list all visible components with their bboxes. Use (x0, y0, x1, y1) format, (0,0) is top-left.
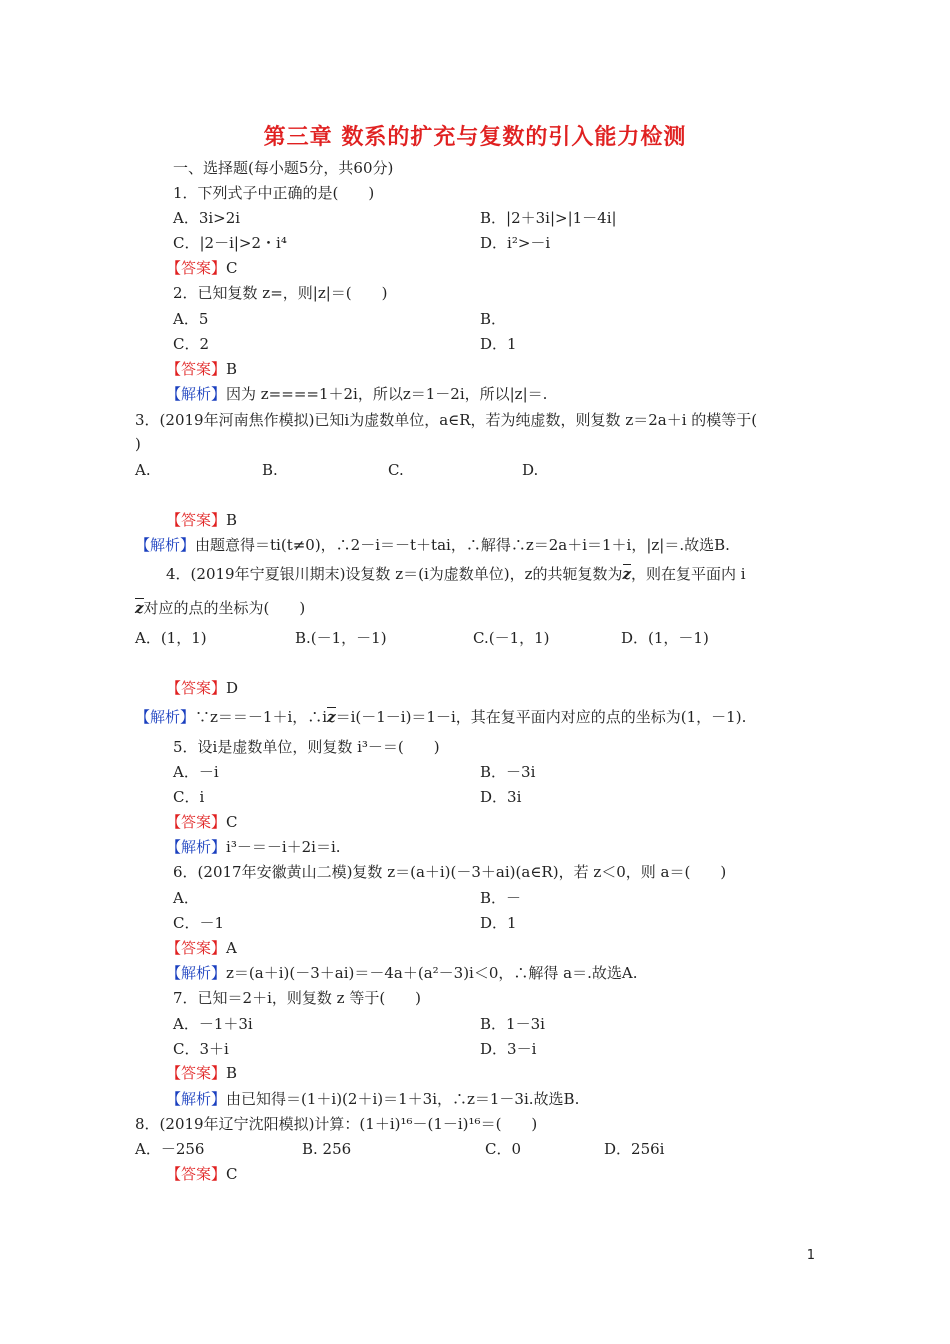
answer-tag: 【答案】 (166, 259, 227, 277)
q4-conjugate-z: z (622, 565, 632, 583)
q3-analysis-text: 由题意得＝ti(t≠0)，∴2－i＝－t＋tai，∴解得∴z＝2a＋i＝1＋i，|z|＝.故选B. (195, 536, 730, 554)
q7-option-b: B．1－3i (480, 1015, 545, 1033)
analysis-tag: 【解析】 (166, 385, 227, 403)
q4-option-b: B.(－1，－1) (295, 629, 387, 647)
page-number: 1 (806, 1248, 815, 1263)
q6-option-b: B．－ (480, 889, 522, 907)
q3-option-c: C. (388, 461, 404, 479)
q7-answer (166, 1063, 237, 1083)
q1-option-b: B．|2＋3i|>|1－4i| (480, 209, 617, 227)
q7-option-d: D．3－i (480, 1040, 537, 1058)
q6-answer (166, 938, 237, 958)
q4-stem-text-cont: ，则在复平面内 i (631, 565, 746, 583)
q6-option-c: C．－1 (173, 914, 225, 932)
q1-option-a: A．3i>2i (173, 209, 241, 227)
analysis-tag: 【解析】 (166, 838, 227, 856)
q6-option-d: D．1 (480, 914, 517, 932)
q4-conjugate-z: z (327, 708, 336, 726)
q6-answer-value: A (226, 939, 237, 957)
q1-option-c: C．|2－i|>2・i⁴ (173, 234, 287, 252)
answer-tag: 【答案】 (166, 1165, 227, 1183)
answer-tag: 【答案】 (166, 813, 227, 831)
q8-option-a: A．－256 (135, 1140, 205, 1158)
q3-analysis (135, 535, 730, 555)
q5-option-b: B．－3i (480, 763, 536, 781)
q7-option-a: A．－1＋3i (173, 1015, 253, 1033)
q1-option-d: D．i²>－i (480, 234, 551, 252)
q4-stem-line2 (135, 598, 305, 618)
q5-option-a: A．－i (173, 763, 219, 781)
q4-analysis-text-cont: ＝i(－1－i)＝1－i，其在复平面内对应的点的坐标为(1，－1). (335, 708, 747, 726)
page-title: 第三章 数系的扩充与复数的引入能力检测 (263, 125, 687, 150)
q3-stem-cont: ) (135, 435, 141, 453)
q4-stem-line2-text: 对应的点的坐标为( ) (143, 599, 306, 617)
q2-option-b: B． (480, 310, 507, 328)
q4-stem (166, 564, 746, 584)
q4-analysis-text: ∵z＝＝－1＋i，∴i (195, 708, 328, 726)
q7-analysis (166, 1089, 579, 1109)
q1-answer (166, 258, 238, 278)
q4-stem-text: 4．(2019年宁夏银川期末)设复数 z＝(i为虚数单位)，z的共轭复数为 (166, 565, 623, 583)
q7-answer-value: B (226, 1064, 238, 1082)
q8-option-d: D．256i (604, 1140, 665, 1158)
q5-analysis-text: i³－＝－i＋2i＝i. (226, 838, 341, 856)
q4-option-d: D．(1，－1) (621, 629, 709, 647)
analysis-tag: 【解析】 (135, 536, 196, 554)
q2-option-d: D．1 (480, 335, 517, 353)
q4-answer-value: D (226, 679, 239, 697)
q2-answer (166, 359, 237, 379)
answer-tag: 【答案】 (166, 1064, 227, 1082)
q7-stem: 7．已知＝2＋i，则复数 z 等于( ) (173, 989, 422, 1007)
analysis-tag: 【解析】 (166, 964, 227, 982)
q2-option-a: A．5 (173, 310, 209, 328)
q3-stem: 3．(2019年河南焦作模拟)已知i为虚数单位，a∈R，若为纯虚数，则复数 z＝2a＋i 的模等于( (135, 411, 758, 429)
q8-answer-value: C (226, 1165, 238, 1183)
q2-analysis-text: 因为 z====1＋2i，所以z＝1－2i，所以|z|＝. (226, 385, 548, 403)
q6-stem: 6．(2017年安徽黄山二模)复数 z＝(a＋i)(－3＋ai)(a∈R)，若 z＜0，则 a＝( ) (173, 863, 727, 881)
q2-option-c: C．2 (173, 335, 210, 353)
q6-analysis-text: z＝(a＋i)(－3＋ai)＝－4a＋(a²－3)i＜0，∴解得 a＝.故选A. (226, 964, 638, 982)
q4-conjugate-z: z (135, 599, 144, 617)
q1-answer-value: C (226, 259, 238, 277)
answer-tag: 【答案】 (166, 511, 227, 529)
analysis-tag: 【解析】 (135, 708, 196, 726)
q6-analysis (166, 963, 637, 983)
q5-option-d: D．3i (480, 788, 522, 806)
q1-stem: 1．下列式子中正确的是( ) (173, 184, 375, 202)
q4-answer (166, 678, 238, 698)
q7-analysis-text: 由已知得＝(1＋i)(2＋i)＝1＋3i，∴z＝1－3i.故选B. (226, 1090, 580, 1108)
section-heading: 一、选择题(每小题5分，共60分) (173, 159, 394, 177)
q3-answer-value: B (226, 511, 238, 529)
q5-answer-value: C (226, 813, 238, 831)
q8-option-c: C．0 (485, 1140, 522, 1158)
answer-tag: 【答案】 (166, 939, 227, 957)
q2-stem: 2．已知复数 z=，则|z|＝( ) (173, 284, 388, 302)
q2-answer-value: B (226, 360, 238, 378)
q4-option-c: C.(－1，1) (473, 629, 550, 647)
q6-option-a: A． (173, 889, 199, 907)
q2-analysis (166, 384, 547, 404)
q4-option-a: A．(1，1) (135, 629, 207, 647)
answer-tag: 【答案】 (166, 360, 227, 378)
q8-option-b: B. 256 (302, 1140, 352, 1158)
q4-analysis (135, 707, 746, 727)
q7-option-c: C．3＋i (173, 1040, 229, 1058)
q5-stem: 5．设i是虚数单位，则复数 i³－＝( ) (173, 738, 440, 756)
q8-stem: 8．(2019年辽宁沈阳模拟)计算：(1＋i)¹⁶－(1－i)¹⁶＝( ) (135, 1115, 538, 1133)
answer-tag: 【答案】 (166, 679, 227, 697)
q3-option-d: D. (522, 461, 539, 479)
q5-answer (166, 812, 238, 832)
q8-answer (166, 1164, 238, 1184)
q3-option-a: A. (135, 461, 151, 479)
q3-answer (166, 510, 237, 530)
analysis-tag: 【解析】 (166, 1090, 227, 1108)
q3-option-b: B. (262, 461, 278, 479)
q5-option-c: C．i (173, 788, 205, 806)
q5-analysis (166, 837, 341, 857)
